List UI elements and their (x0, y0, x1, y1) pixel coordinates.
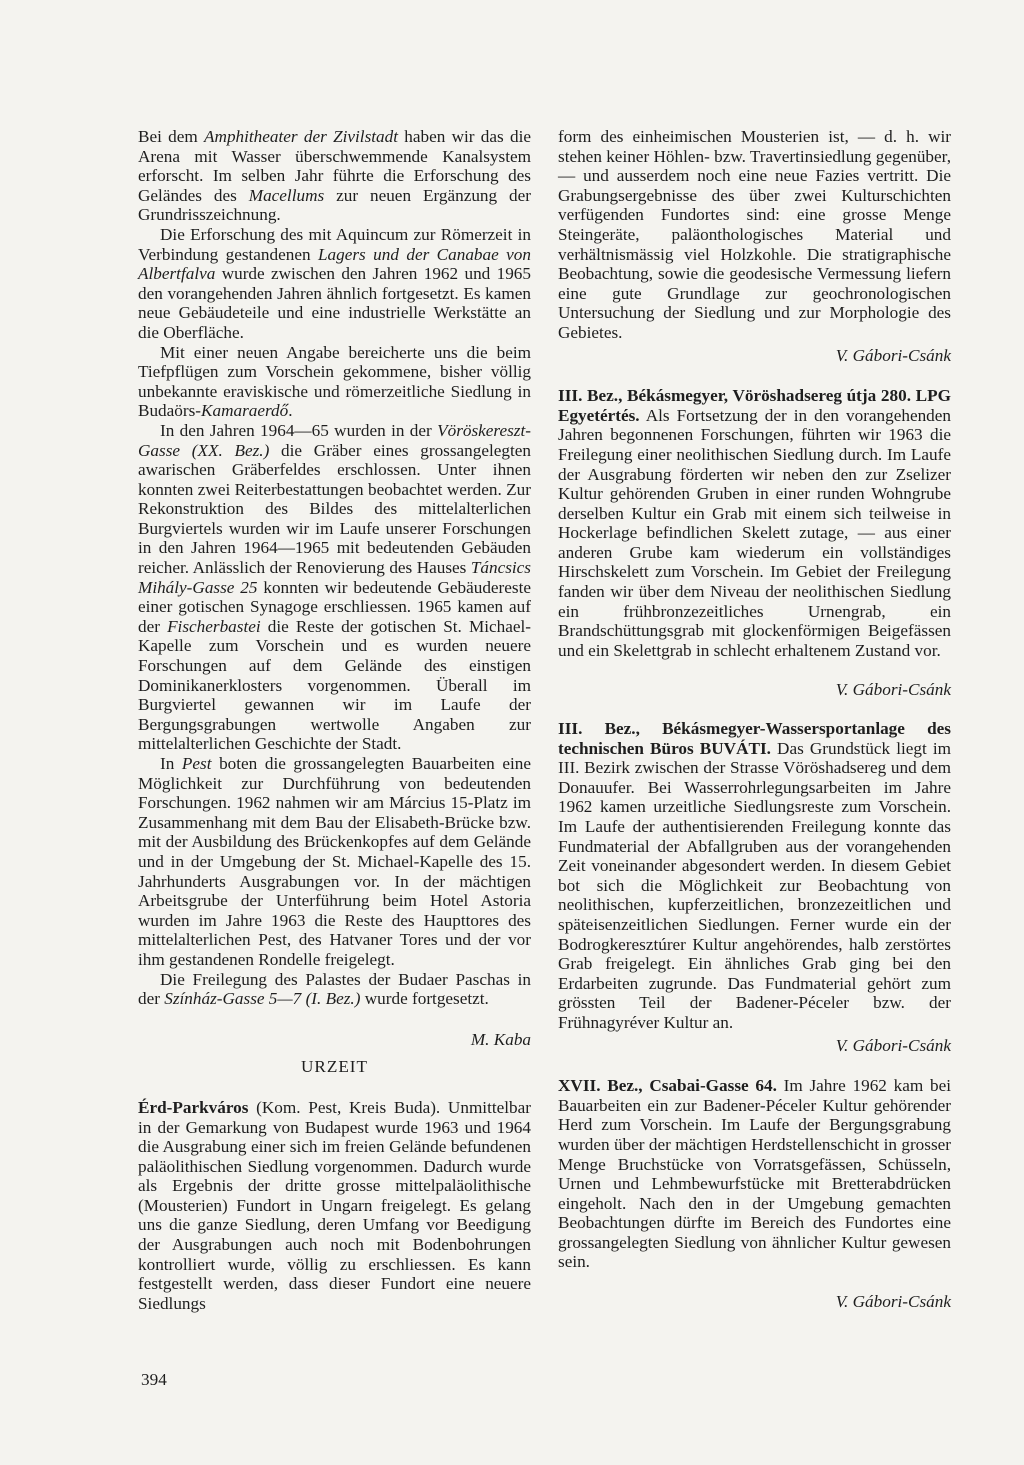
italic-span: Vöröskereszt-Gasse (XX. Bez.) (138, 420, 531, 460)
signature-kaba: M. Kaba (470, 1029, 531, 1049)
italic-span: Táncsics Mihály-Gasse 25 (138, 558, 531, 597)
paragraph-csabai-gasse: XVII. Bez., Csabai-Gasse 64. Im Jahre 1962 kam bei Bauarbeiten ein zur Badener-Péceler Kultur gehörender Herd zum Vorschein. Im Laufe der Bergungsgrabung wurden über der mächtigen Herdstellenschicht in grosser Menge Bruchstücke von Vorratsgefässen, Schüsseln, Urnen und Lehmbewurfstücke mit Bretterabdrücken eingeholt. Nach den in der Umgebung gemachten Beobachtungen dürfte im Bereich des Fundortes eine grossangelegten Siedlung von ähnlicher Kultur gewesen sein. (558, 1076, 951, 1272)
italic-span: Amphitheater der Zivilstadt (204, 127, 399, 146)
paragraph-pest: In Pest boten die grossangelegten Bauarbeiten eine Möglichkeit zur Durchführung von bedeutenden Forschungen. 1962 nahmen wir am Március 15-Platz im Zusammenhang mit dem Bau der Elisabeth-Brücke bzw. mit der Ausbildung des Brückenkopfes auf dem Gelände und in der Umgebung der St. Michael-Kapelle des 15. Jahrhunderts Ausgrabungen vor. In der mächtigen Arbeitsgrube der Unterführung beim Hotel Astoria wurden im Jahre 1963 die Reste des Haupttores des mittelalterlichen Pest, des Hatvaner Tores und der vor ihm gestandenen Rondelle freigelegt. (138, 754, 531, 969)
paragraph-erd-parkvaros: Érd-Parkváros (Kom. Pest, Kreis Buda). Unmittelbar in der Gemarkung von Budapest wurde 1963 und 1964 die Ausgrabung einer sich im freien Gelände befundenen paläolithischen Siedlung vorgenommen. Dadurch wurde als Ergebnis der dritte grosse mittelpaläolithische (Mousterien) Fundort in Ungarn freigelegt. Es gelang uns die ganze Siedlung, deren Umfang vor Beedigung der Ausgrabungen auch noch mit Bodenbohrungen kontrolliert wurde, völlig zu erschliessen. Es kann festgestellt werden, dass dieser Fundort eine neuere Siedlungs (138, 1097, 531, 1313)
signature-gabori-4: V. Gábori-Csánk (835, 1292, 951, 1312)
signature-gabori-2: V. Gábori-Csánk (835, 680, 951, 700)
right-column (558, 127, 951, 1312)
paragraph-buvati: III. Bez., Békásmegyer-Wassersportanlage des technischen Büros BUVÁTI. Das Grundstück liegt im III. Bezirk zwischen der Strasse Vöröshadsereg und dem Donauufer. Bei Wasserrohrlegungsarbeiten im Jahre 1962 kamen urzeitliche Siedlungsreste zum Vorschein. Im Laufe der authentisierenden Freilegung konnte das Fundmaterial der Abfallgruben aus der vorangehenden Zeit voneinander abgesondert werden. In diesem Gebiet bot sich die Möglichkeit zur Beobachtung von neolithischen, kupferzeitlichen, bronzezeitlichen und späteisenzeitlichen Siedlungen. Ferner wurde ein der Bodrogkeresztúrer Kultur angehörendes, halb zerstörtes Grab freigelegt. Ein ähnliches Grab ging bei den Erdarbeiten zugrunde. Das Fundmaterial gehört zum grössten Teil der Badener-Péceler bzw. der Frühnagyréver Kultur an. (558, 719, 951, 1032)
paragraph-voroskereszt: In den Jahren 1964—65 wurden in der Vöröskereszt-Gasse (XX. Bez.) die Gräber eines grossangelegten awarischen Gräberfeldes erschlossen. Unter ihnen konnten zwei Reiterbestattungen beobachtet werden. Zur Rekonstruktion des Bildes des mittelalterlichen Burgviertels wurden wir im Laufe unserer Forschungen in den Jahren 1964—1965 mit bedeutenden Gebäuden reicher. Anlässlich der Renovierung des Hauses Táncsics Mihály-Gasse 25 konnten wir bedeutende Gebäudereste einer gotischen Synagoge erschliessen. 1965 kamen auf der Fischerbastei die Reste der gotischen St. Michael-Kapelle zum Vorschein und es wurden neuere Forschungen auf dem Gelände des einstigen Dominikanerklosters vorgenommen. Überall im Burgviertel gewannen wir im Laufe der Bergungsgrabungen wertwolle Angaben zur mittelalterlichen Geschichte der Stadt. (138, 420, 532, 754)
paragraph-vorosh-adsereg: III. Bez., Békásmegyer, Vöröshadsereg útja 280. LPG Egyetértés. Als Fortsetzung der in den vorangehenden Jahren begonnenen Forschungen, führten wir 1963 die Freilegung einer neolithischen Siedlung durch. Im Laufe der Ausgrabung förderten wir neben den zur Zselizer Kultur gehörenden Gruben in einer runden Wohngrube derselben Kultur ein Grab mit einem sich teilweise in Hockerlage befindlichen Skelett zutage, — aus einer anderen Grube kam wiederum ein vollständiges Hirschskelett zum Vorschein. Im Gebiet der Freilegung fanden wir über dem Niveau der neolithischen Siedlung ein frühbronzezeitliches Urnengrab, ein Brandschüttungsgrab mit glockenförmigen Beigefässen und ein Skelettgrab in schlecht erhaltenem Zustand vor. (558, 386, 951, 660)
page-number: 394 (141, 1370, 167, 1389)
bold-lead: III. Bez., Békásmegyer, Vöröshadsereg útja 280. LPG Egyetértés. (558, 386, 951, 425)
paragraph-amphitheater: Bei dem Amphitheater der Zivilstadt haben wir das die Arena mit Wasser überschwemmende Kanalsystem erforscht. Im selben Jahr führte die Erforschung des Geländes des Macellums zur neuen Ergänzung der Grundrisszeichnung. (138, 127, 531, 225)
italic-span: Lagers und der Canabae von Albertfalva (138, 244, 531, 284)
bold-lead: XVII. Bez., Csabai-Gasse 64. (558, 1076, 777, 1096)
paragraph-mousterien: form des einheimischen Mousterien ist, — d. h. wir stehen keiner Höhlen- bzw. Travertinsiedlung gegenüber, — und ausserdem noch eine neue Fazies vertritt. Die Grabungsergebnisse des über zwei Kulturschichten verfügenden Fundortes sind: eine grosse Menge Steingeräte, paläonthologisches Material und verhältnismässig viel Holzkohle. Die stratigraphische Beobachtung, sowie die geodesische Vermessung liefern eine gute Grundlage zur geochronologischen Untersuchung der Siedlung und zur Morphologie des Gebietes. (558, 127, 951, 342)
signature-gabori-1: V. Gábori-Csánk (835, 345, 951, 365)
bold-lead: Érd-Parkváros (138, 1097, 249, 1117)
italic-span: Pest (181, 754, 212, 773)
left-column (138, 127, 531, 1313)
italic-span: Macellums (248, 185, 325, 205)
signature-gabori-3: V. Gábori-Csánk (835, 1035, 951, 1055)
paragraph-budaors: Mit einer neuen Angabe bereicherte uns die beim Tiefpflügen zum Vorschein gekommene, bisher völlig unbekannte eraviskische und römerzeitliche Siedlung in Budaörs-Kamaraerdő. (138, 342, 531, 421)
italic-span: Kamaraerdő (201, 401, 289, 421)
italic-span: Színház-Gasse 5—7 (I. Bez.) (164, 989, 361, 1009)
bold-lead: III. Bez., Békásmegyer-Wassersportanlage des technischen Büros BUVÁTI. (558, 719, 951, 758)
paragraph-albertfalva: Die Erforschung des mit Aquincum zur Römerzeit in Verbindung gestandenen Lagers und der Canabae von Albertfalva wurde zwischen den Jahren 1962 und 1965 den vorangehenden Jahren ähnlich fortgesetzt. Es kamen neue Gebäudeteile und eine industrielle Werkstätte an die Oberfläche. (138, 224, 531, 342)
italic-span: Fischerbastei (167, 616, 261, 636)
paragraph-szinhaz: Die Freilegung des Palastes der Budaer Paschas in der Színház-Gasse 5—7 (I. Bez.) wurde fortgesetzt. (138, 969, 531, 1009)
section-heading-urzeit: URZEIT (300, 1057, 369, 1077)
